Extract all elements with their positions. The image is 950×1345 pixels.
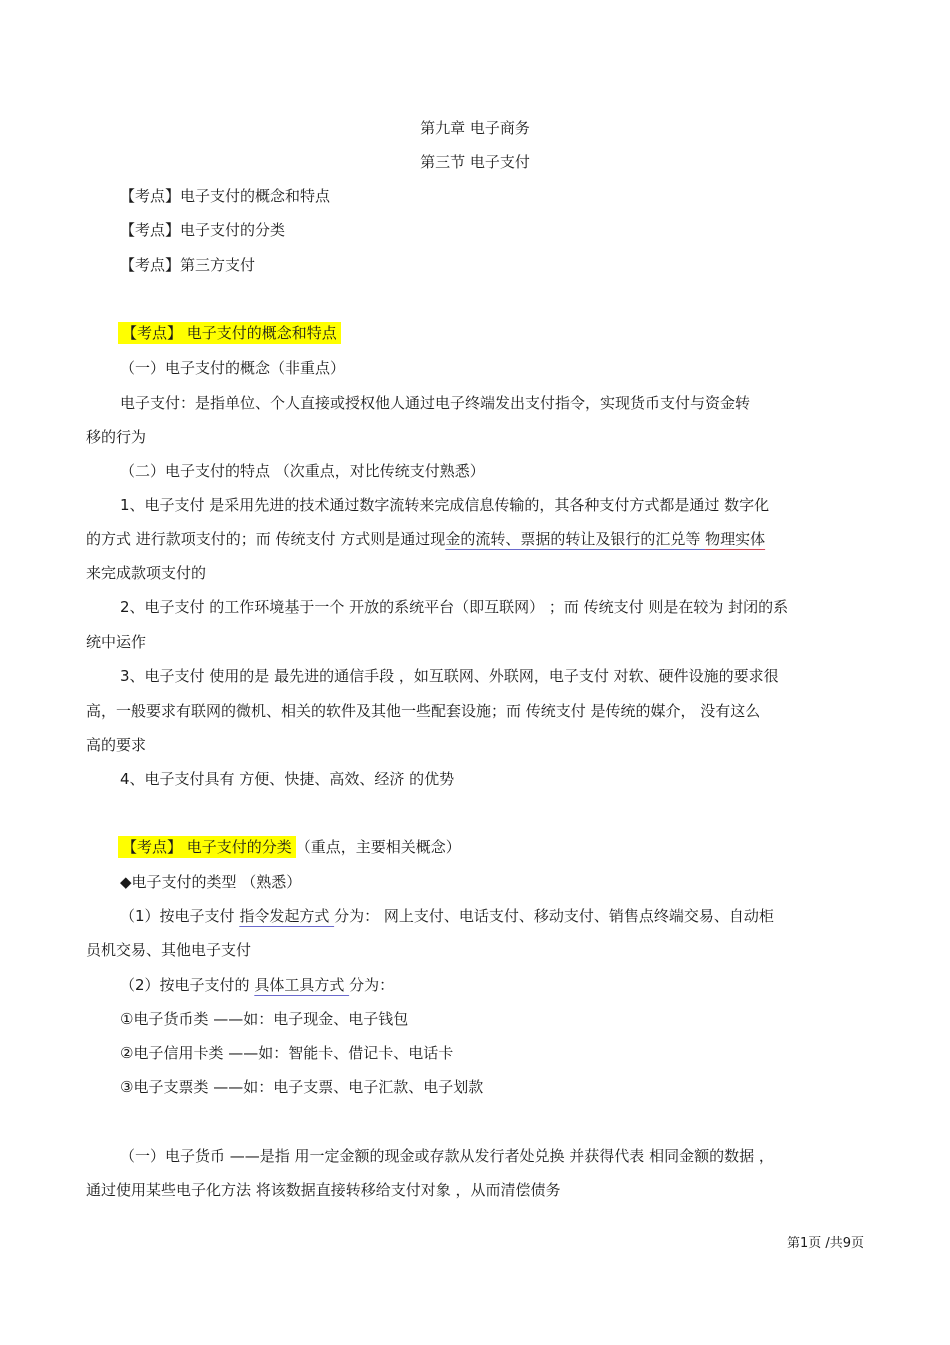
- paragraph-line: 4、电子支付具有 方便、快捷、高效、经济 的优势: [120, 770, 455, 788]
- underlined-text: 具体工具方式: [254, 976, 350, 994]
- text-segment: 分为：: [349, 976, 395, 994]
- toc-item: 【考点】第三方支付: [120, 256, 256, 274]
- text-segment: （1）按电子支付: [120, 907, 240, 925]
- toc-item: 【考点】电子支付的概念和特点: [120, 187, 331, 205]
- underlined-text: 金的流转、票据的转让及银行的汇兑等: [445, 530, 706, 548]
- paragraph-line: （一）电子货币 ——是指 用一定金额的现金或存款从发行者处兑换 并获得代表 相同金额的数据 ，: [120, 1147, 774, 1165]
- toc-item: 【考点】电子支付的分类: [120, 221, 286, 239]
- text-segment: 的方式 进行款项支付的；而 传统支付 方式则是通过现: [86, 530, 446, 548]
- paragraph-line: 移的行为: [86, 428, 147, 446]
- paragraph-line: 1、电子支付 是采用先进的技术通过数字流转来完成信息传输的，其各种支付方式都是通过 数字化: [120, 496, 770, 514]
- paragraph-line: [120, 906, 774, 926]
- list-item: ①电子货币类 ——如：电子现金、电子钱包: [120, 1010, 409, 1028]
- paragraph-line: 3、电子支付 使用的是 最先进的通信手段 ，如互联网、外联网，电子支付 对软、硬件设施的要求很: [120, 667, 779, 685]
- paragraph-line: 来完成款项支付的: [86, 564, 207, 582]
- topic-tag-row: [118, 837, 461, 857]
- chapter-title: 第九章 电子商务: [420, 119, 530, 137]
- text-segment: 分为： 网上支付、电话支付、移动支付、销售点终端交易、自动柜: [334, 907, 774, 925]
- paragraph-line: 电子支付：是指单位、个人直接或授权他人通过电子终端发出支付指令，实现货币支付与资金转: [120, 394, 751, 412]
- text-segment: （2）按电子支付的: [120, 976, 255, 994]
- paragraph-line: 员机交易、其他电子支付: [86, 941, 252, 959]
- list-item: ②电子信用卡类 ——如：智能卡、借记卡、电话卡: [120, 1044, 454, 1062]
- paragraph-line: [120, 975, 394, 995]
- underlined-text: 指令发起方式: [239, 907, 335, 925]
- paragraph-line: 高的要求: [86, 736, 147, 754]
- paragraph-line: 2、电子支付 的工作环境基于一个 开放的系统平台（即互联网） ；而 传统支付 则是在较为 封闭的系: [120, 598, 789, 616]
- subheading: （一）电子支付的概念（非重点）: [120, 359, 346, 377]
- topic-tag-highlight: [118, 323, 341, 343]
- topic-tag: 【考点】 电子支付的分类: [118, 836, 296, 858]
- paragraph-line: [86, 529, 765, 549]
- section-title: 第三节 电子支付: [420, 153, 530, 171]
- topic-note: （重点，主要相关概念）: [295, 838, 461, 856]
- paragraph-line: 统中运作: [86, 633, 147, 651]
- subheading: （二）电子支付的特点 （次重点，对比传统支付熟悉）: [120, 462, 485, 480]
- paragraph-line: 通过使用某些电子化方法 将该数据直接转移给支付对象 ，从而清偿债务: [86, 1181, 561, 1199]
- page-number: 第1页 /共9页: [786, 1236, 864, 1251]
- list-item: ③电子支票类 ——如：电子支票、电子汇款、电子划款: [120, 1078, 484, 1096]
- underlined-text: 物理实体: [705, 530, 766, 548]
- topic-tag: 【考点】 电子支付的概念和特点: [118, 322, 341, 344]
- paragraph-line: 高，一般要求有联网的微机、相关的软件及其他一些配套设施；而 传统支付 是传统的媒介， 没有这么: [86, 702, 761, 720]
- types-heading: ◆电子支付的类型 （熟悉）: [120, 873, 302, 891]
